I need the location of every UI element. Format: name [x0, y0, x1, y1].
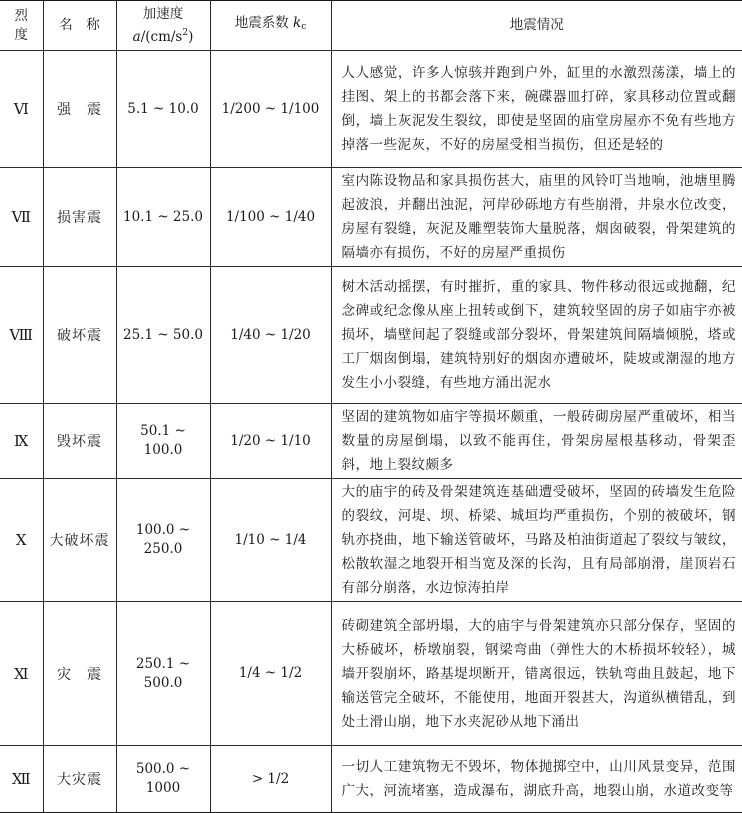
description-text: 一切人工建筑物无不毁坏，物体抛掷空中，山川风景变异，范围广大，河流堵塞，造成瀑布，湖底升高，地裂山崩，水道改变等	[331, 746, 742, 813]
intensity-level: Ⅷ	[0, 267, 43, 404]
description-text: 室内陈设物品和家具损伤甚大，庙里的风铃叮当地响，池塘里腾起波浪，并翻出浊泥，河岸砂砾地方有些崩滑，井泉水位改变，房屋有裂缝，灰泥及雕塑装饰大量脱落，烟囱破裂，骨架建筑的隔墙亦有损伤，不好的房屋严重损伤	[331, 168, 742, 267]
table-row	[0, 602, 742, 746]
acceleration-value: 500.0 ~ 1000	[116, 746, 210, 813]
acceleration-value: 50.1 ~ 100.0	[116, 404, 210, 479]
coefficient-value: 1/10 ~ 1/4	[210, 479, 331, 602]
intensity-level: Ⅶ	[0, 168, 43, 267]
acceleration-value: 25.1 ~ 50.0	[116, 267, 210, 404]
header-description: 地震情况	[331, 1, 742, 51]
acceleration-value: 250.1 ~ 500.0	[116, 602, 210, 746]
coefficient-value: 1/100 ~ 1/40	[210, 168, 331, 267]
intensity-name: 强 震	[43, 51, 116, 168]
description-text: 砖砌建筑全部坍塌，大的庙宇与骨架建筑亦只部分保存，坚固的大桥破坏，桥墩崩裂，钢梁弯曲（弹性大的木桥损坏较轻），城墙开裂崩坏，路基堤坝断开，错离很远，铁轨弯曲且鼓起，地下输送管完全破坏，不能使用，地面开裂甚大，沟道纵横错乱，到处土滑山崩，地下水夹泥砂从地下涌出	[331, 602, 742, 746]
acceleration-value: 100.0 ~ 250.0	[116, 479, 210, 602]
header-seismic-coefficient: 地震系数 $k_c$	[210, 1, 331, 51]
table-header-row	[0, 1, 742, 51]
intensity-name: 大破坏震	[43, 479, 116, 602]
header-name: 名 称	[43, 1, 116, 51]
intensity-name: 大灾震	[43, 746, 116, 813]
intensity-level: Ⅸ	[0, 404, 43, 479]
coefficient-value: 1/4 ~ 1/2	[210, 602, 331, 746]
description-text: 坚固的建筑物如庙宇等损坏颇重，一般砖砌房屋严重破坏，相当数量的房屋倒塌，以致不能再住，骨架房屋根基移动，骨架歪斜，地上裂纹颇多	[331, 404, 742, 479]
coefficient-value: 1/200 ~ 1/100	[210, 51, 331, 168]
coefficient-value: 1/20 ~ 1/10	[210, 404, 331, 479]
table-row	[0, 267, 742, 404]
acceleration-value: 5.1 ~ 10.0	[116, 51, 210, 168]
table-row	[0, 168, 742, 267]
intensity-name: 破坏震	[43, 267, 116, 404]
description-text: 人人感觉，许多人惊骇并跑到户外，缸里的水激烈荡漾，墙上的挂图、架上的书都会落下来，碗碟器皿打碎，家具移动位置或翻倒，墙上灰泥发生裂纹，即使是坚固的庙堂房屋亦不免有些地方掉落一些泥灰，不好的房屋受相当损伤，但还是轻的	[331, 51, 742, 168]
intensity-level: Ⅵ	[0, 51, 43, 168]
description-text: 树木活动摇摆，有时摧折，重的家具、物件移动很远或抛翻，纪念碑或纪念像从座上扭转或倒下，建筑较坚固的房子如庙宇亦被损坏，墙壁间起了裂缝或部分裂坏，骨架建筑间隔墙倾脱，塔或工厂烟囱倒塌，建筑特别好的烟囱亦遭破坏，陡坡或潮湿的地方发生小小裂缝，有些地方涌出泥水	[331, 267, 742, 404]
header-acceleration: 加速度 $a/(cm/s^2)$	[116, 1, 210, 51]
header-intensity: 烈 度	[0, 1, 43, 51]
description-text: 大的庙宇的砖及骨架建筑连基础遭受破坏，坚固的砖墙发生危险的裂纹，河堤、坝、桥梁、城垣均严重损伤，个别的被破坏，钢轨亦挠曲，地下输送管破坏，马路及柏油街道起了裂纹与皱纹，松散软湿之地裂开相当宽及深的长沟，且有局部崩滑，崖顶岩石有部分崩落，水边惊涛拍岸	[331, 479, 742, 602]
table-row	[0, 51, 742, 168]
intensity-name: 毁坏震	[43, 404, 116, 479]
table-row	[0, 479, 742, 602]
table-row	[0, 404, 742, 479]
intensity-level: Ⅻ	[0, 746, 43, 813]
coefficient-value: 1/40 ~ 1/20	[210, 267, 331, 404]
intensity-name: 损害震	[43, 168, 116, 267]
intensity-level: Ⅹ	[0, 479, 43, 602]
table-row	[0, 746, 742, 813]
intensity-level: Ⅺ	[0, 602, 43, 746]
acceleration-value: 10.1 ~ 25.0	[116, 168, 210, 267]
intensity-name: 灾 震	[43, 602, 116, 746]
coefficient-value: > 1/2	[210, 746, 331, 813]
